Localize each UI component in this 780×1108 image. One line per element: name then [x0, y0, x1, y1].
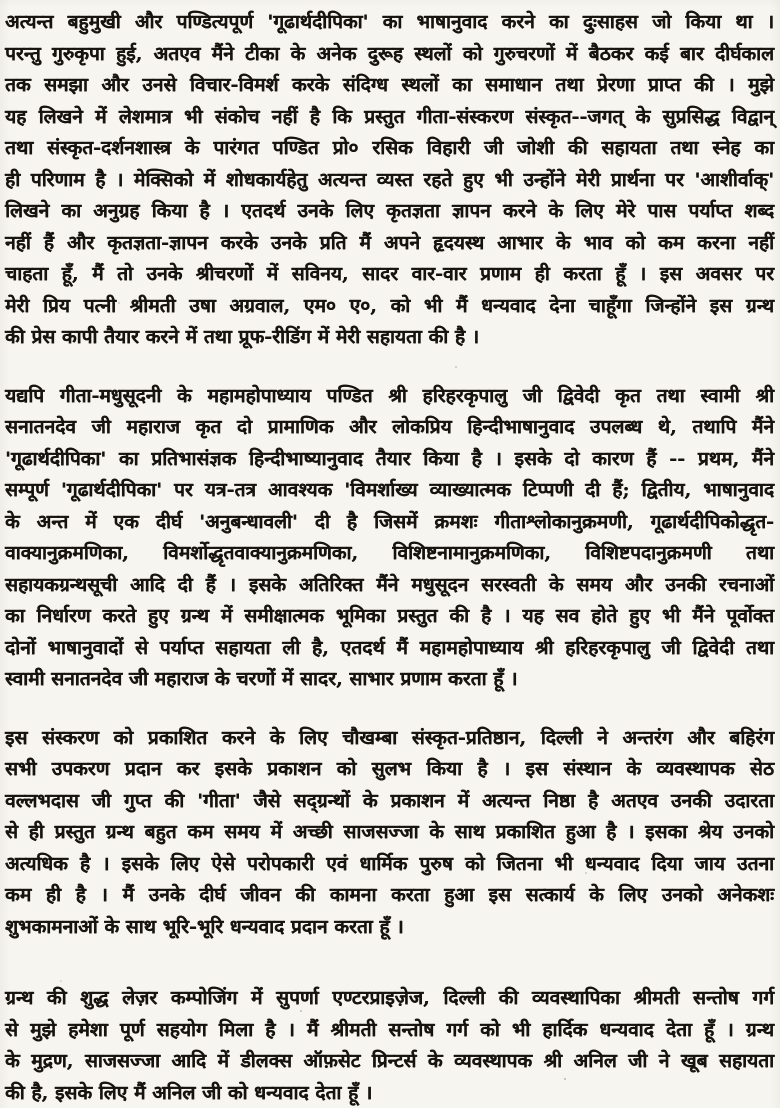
text-line: परन्तु गुरुकृपा हुई, अतएव मैंने टीका के अनेक दुरूह स्थलों को गुरुचरणों में बैठकर कई बार दीर्घकाल [5, 42, 774, 65]
paragraph-2 [5, 381, 774, 696]
text-line: कम ही है । मैं उनके दीर्घ जीवन की कामना करता हुआ इस सत्कार्य के लिए उनको अनेकशः [5, 884, 774, 906]
text-line: ही परिणाम है । मेक्सिको में शोधकार्यहेतु अत्यन्त व्यस्त रहते हुए भी उन्होंने मेरी प्रार्थना पर 'आशीर्वाक्' [5, 168, 774, 191]
text-line: तक समझा और उनसे विचार-विमर्श करके संदिग्ध स्थलों का समाधान तथा प्रेरणा प्राप्त की । मुझे [5, 74, 774, 96]
text-line: स्वामी सनातनदेव जी महाराज के चरणों में सादर, साभार प्रणाम करता हूँ । [5, 668, 518, 690]
text-line: से ही प्रस्तुत ग्रन्थ बहुत कम समय में अच्छी साजसज्जा के साथ प्रकाशित हुआ है । इसका श्रेय उनको [5, 821, 774, 843]
text-line: यह लिखने में लेशमात्र भी संकोच नहीं है कि प्रस्तुत गीता-संस्करण संस्कृत--जगत् के सुप्रसिद्ध विद्वान् [5, 105, 774, 128]
text-line: से मुझे हमेशा पूर्ण सहयोग मिला है । मैं श्रीमती सन्तोष गर्ग को भी हार्दिक धन्यवाद देता हूँ । ग्रन्थ [5, 1018, 774, 1041]
text-line: अत्यन्त बहुमुखी और पण्डित्यपूर्ण 'गूढार्थदीपिका' का भाषानुवाद करने का दुःसाहस जो किया था । [5, 11, 774, 33]
text-line: सम्पूर्ण 'गूढार्थदीपिका' पर यत्र-तत्र आवश्यक 'विमर्शाख्य व्याख्यात्मक टिप्पणी दी हैं; द्वितीय, भाषानुवाद [5, 479, 774, 501]
text-line: की प्रेस कापी तैयार करने में तथा प्रूफ-रीडिंग में मेरी सहायता की है । [5, 326, 480, 348]
text-line: वल्लभदास जी गुप्त की 'गीता' जैसे सद्ग्रन्थों के प्रकाशन में अत्यन्त निष्ठा है अतएव उनकी उदारता [5, 789, 774, 812]
page-text [5, 7, 774, 1108]
scan-speckle-noise [0, 0, 2, 2]
text-line: वाक्यानुक्रमणिका, विमर्शोद्धृतवाक्यानुक्रमणिका, विशिष्टनामानुक्रमणिका, विशिष्टपदानुक्रमणी तथा [5, 542, 774, 564]
text-line: सनातनदेव जी महाराज कृत दो प्रामाणिक और लोकप्रिय हिन्दीभाषानुवाद उपलब्ध थे, तथापि मैंने [5, 416, 774, 438]
text-line: 'गूढार्थदीपिका' का प्रतिभासंज्ञक हिन्दीभाष्यानुवाद तैयार किया है । इसके दो कारण हैं -- प्रथम, मैंने [5, 447, 774, 470]
paragraph-1 [5, 7, 774, 354]
text-line: सभी उपकरण प्रदान कर इसके प्रकाशन को सुलभ किया है । इस संस्थान के व्यवस्थापक सेठ [5, 758, 774, 780]
text-line: यद्यपि गीता-मधुसूदनी के महामहोपाध्याय पण्डित श्री हरिहरकृपालु जी द्विवेदी कृत तथा स्वामी श्री [5, 384, 774, 407]
text-line: चाहता हूँ, मैं तो उनके श्रीचरणों में सविनय, सादर वार-वार प्रणाम ही करता हूँ । इस अवसर पर [5, 263, 774, 285]
text-line: इस संस्करण को प्रकाशित करने के लिए चौखम्बा संस्कृत-प्रतिष्ठान, दिल्ली ने अन्तरंग और बहिरंग [5, 726, 774, 749]
paragraph-3 [5, 723, 774, 944]
text-line: का निर्धारण करते हुए ग्रन्थ में समीक्षात्मक भूमिका प्रस्तुत की है । यह सव होते हुए भी मैंने पूर्वोक्त [5, 605, 774, 627]
text-line: के अन्त में एक दीर्घ 'अनुबन्धावली' दी है जिसमें क्रमशः गीताश्लोकानुक्रमणी, गूढार्थदीपिकोद्धृत- [5, 510, 774, 533]
text-line: लिखने का अनुग्रह किया है । एतदर्थ उनके लिए कृतज्ञता ज्ञापन करने के लिए मेरे पास पर्याप्त शब्द [5, 200, 774, 222]
paragraph-4 [5, 983, 774, 1108]
text-line: तथा संस्कृत-दर्शनशास्त्र के पारंगत पण्डित प्रो० रसिक विहारी जी जोशी की सहायता तथा स्नेह का [5, 137, 774, 159]
text-line: मेरी प्रिय पत्नी श्रीमती उषा अग्रवाल, एम० ए०, को भी मैं धन्यवाद देना चाहूँगा जिन्होंने इस ग्रन्थ [5, 294, 774, 317]
text-line: शुभकामनाओं के साथ भूरि-भूरि धन्यवाद प्रदान करता हूँ । [5, 915, 404, 938]
text-line: सहायकग्रन्थसूची आदि दी हैं । इसके अतिरिक्त मैंने मधुसूदन सरस्वती के समय और उनकी रचनाओं [5, 573, 774, 596]
text-line: के मुद्रण, साजसज्जा आदि में डीलक्स ऑफ़सेट प्रिन्टर्स के व्यवस्थापक श्री अनिल जी ने खूब सहायता [5, 1050, 774, 1072]
text-line: की है, इसके लिए मैं अनिल जी को धन्यवाद देता हूँ । [5, 1081, 373, 1104]
text-line: ग्रन्थ की शुद्ध लेज़र कम्पोजिंग में सुपर्णा एण्टरप्राइज़ेज, दिल्ली की व्यवस्थापिका श्रीमती सन्तोष गर्ग [5, 987, 774, 1009]
text-line: अत्यधिक है । इसके लिए ऐसे परोपकारी एवं धार्मिक पुरुष को जितना भी धन्यवाद दिया जाय उतना [5, 852, 774, 875]
text-line: नहीं हैं और कृतज्ञता-ज्ञापन करके उनके प्रति मैं अपने हृदयस्थ आभार के भाव को कम करना नहीं [5, 231, 774, 254]
text-line: दोनों भाषानुवादों से पर्याप्त सहायता ली है, एतदर्थ मैं महामहोपाध्याय श्री हरिहरकृपालु जी द्विवेदी तथा [5, 636, 774, 659]
